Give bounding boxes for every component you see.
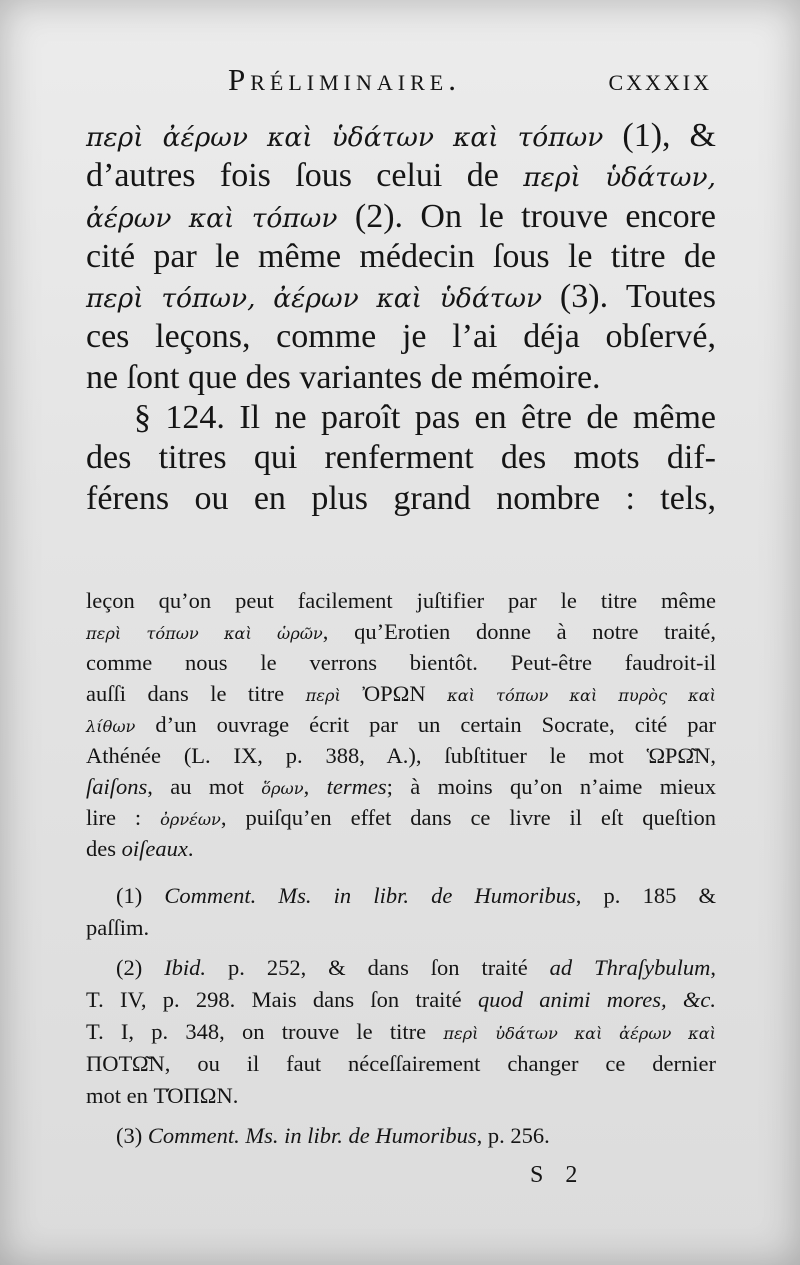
footnote-line (86, 1120, 716, 1152)
text-line (86, 398, 716, 438)
italic-text: Comment. Ms. in libr. de Humoribus (164, 883, 576, 908)
text-run: d’un ouvrage écrit par un certain Socrate, cité par (135, 712, 716, 737)
note-line (86, 616, 716, 647)
footnote-line (86, 880, 716, 912)
page-number: cxxxix (608, 62, 712, 97)
note-line (86, 833, 716, 864)
text-run: ΠΟΤΩ͂Ν, ou il faut néceſſairement changer ce dernier (86, 1051, 716, 1076)
text-run: des (86, 836, 122, 861)
greek-text: καὶ τόπων καὶ πυρὸς καὶ (447, 686, 716, 705)
note-line (86, 585, 716, 616)
footnote-line (86, 1048, 716, 1080)
text-run: (2) (116, 955, 165, 980)
signature-mark: S 2 (530, 1162, 586, 1188)
text-run: p. 252, & dans ſon traité (206, 955, 550, 980)
greek-text: περὶ τόπων καὶ ὡρῶν (86, 624, 323, 643)
note-line (86, 709, 716, 740)
text-run: (3) (116, 1123, 148, 1148)
text-line (86, 438, 716, 478)
running-header (228, 62, 712, 110)
text-line (86, 479, 716, 519)
text-run: leçon qu’on peut facilement juſtifier par le titre même (86, 588, 716, 613)
text-line (86, 156, 716, 196)
footnote-line (86, 952, 716, 984)
text-run: T. IV, p. 298. Mais dans ſon traité (86, 987, 478, 1012)
text-run: cité par le même médecin ſous le titre de (86, 237, 716, 275)
running-title: Préliminaire. (228, 62, 461, 97)
italic-text: ſaiſons (86, 774, 148, 799)
text-run: des titres qui renferment des mots dif- (86, 439, 716, 477)
note-line (86, 802, 716, 833)
italic-text: Ibid. (164, 955, 207, 980)
text-run: , (710, 955, 716, 980)
text-run: (3). Toutes (542, 278, 716, 316)
footnote-line (86, 1080, 716, 1112)
footnote-2 (86, 952, 716, 1112)
text-run: paſſim. (86, 915, 150, 940)
text-run: auſſi dans le titre (86, 681, 306, 706)
footnote-line (86, 984, 716, 1016)
italic-text: ad Thraſybulum (549, 955, 711, 980)
footnote-3 (86, 1120, 716, 1152)
text-line (86, 197, 716, 237)
footnote-line (86, 1016, 716, 1048)
text-run: , (303, 774, 327, 799)
text-run: T. I, p. 348, on trouve le titre (86, 1019, 444, 1044)
note-line (86, 771, 716, 802)
text-line (86, 116, 716, 156)
text-run: d’autres fois ſous celui de (86, 157, 524, 195)
text-run: (2). On le trouve encore (337, 197, 716, 235)
text-run: . (187, 836, 194, 861)
text-line (86, 277, 716, 317)
continued-note (86, 585, 716, 864)
text-run: ; à moins qu’on n’aime mieux (386, 774, 716, 799)
greek-text: περὶ τόπων, ἀέρων καὶ ὑδάτων (86, 283, 543, 315)
greek-text: ἀέρων καὶ τόπων (86, 202, 338, 234)
text-run: ces leçons, comme je l’ai déja obſervé, (86, 318, 716, 356)
text-run: ne ſont que des variantes de mémoire. (86, 358, 601, 396)
main-text (86, 116, 716, 519)
text-run: § 124. Il ne paroît pas en être de même (134, 399, 716, 437)
italic-text: termes (326, 774, 387, 799)
text-run: férens ou en plus grand nombre : tels, (86, 479, 716, 517)
note-line (86, 740, 716, 771)
text-line (86, 358, 716, 398)
italic-text: Comment. Ms. in libr. de Humoribus (147, 1123, 477, 1148)
greek-text: περὶ ὑδάτων, (523, 162, 716, 194)
text-run: , p. 185 & (575, 883, 716, 908)
greek-text: λίθων (86, 717, 136, 736)
text-run: , qu’Erotien donne à notre traité, (322, 619, 716, 644)
text-run: , p. 256. (476, 1123, 550, 1148)
text-run: comme nous le verrons bientôt. Peut-être faudroit-il (86, 650, 716, 675)
text-line (86, 237, 716, 277)
footnote-line (86, 912, 716, 944)
greek-text: περὶ ἀέρων καὶ ὑδάτων καὶ τόπων (86, 122, 604, 153)
note-line (86, 678, 716, 709)
text-line (86, 317, 716, 357)
text-run: (1), & (603, 117, 717, 154)
italic-text: quod animi mores, &c. (477, 987, 716, 1012)
text-run: mot en ΤΌΠΩΝ. (86, 1083, 239, 1108)
greek-text: περὶ (305, 686, 341, 705)
text-run: ὈΡΩΝ (340, 681, 448, 706)
note-line (86, 647, 716, 678)
footnote-1 (86, 880, 716, 944)
text-run: , au mot (147, 774, 262, 799)
greek-text: ὀρνέων (160, 810, 221, 829)
footnotes (86, 880, 716, 1160)
greek-text: περὶ ὑδάτων καὶ ἀέρων καὶ (443, 1024, 716, 1043)
italic-text: oiſeaux (121, 836, 188, 861)
greek-text: ὅρων (261, 779, 304, 798)
text-run: (1) (116, 883, 165, 908)
text-run: Athénée (L. IX, p. 388, A.), ſubſtituer le mot ὩΡΩ͂Ν, (86, 743, 716, 768)
text-run: , puiſqu’en effet dans ce livre il eſt queſtion (220, 805, 717, 830)
text-run: lire : (86, 805, 161, 830)
